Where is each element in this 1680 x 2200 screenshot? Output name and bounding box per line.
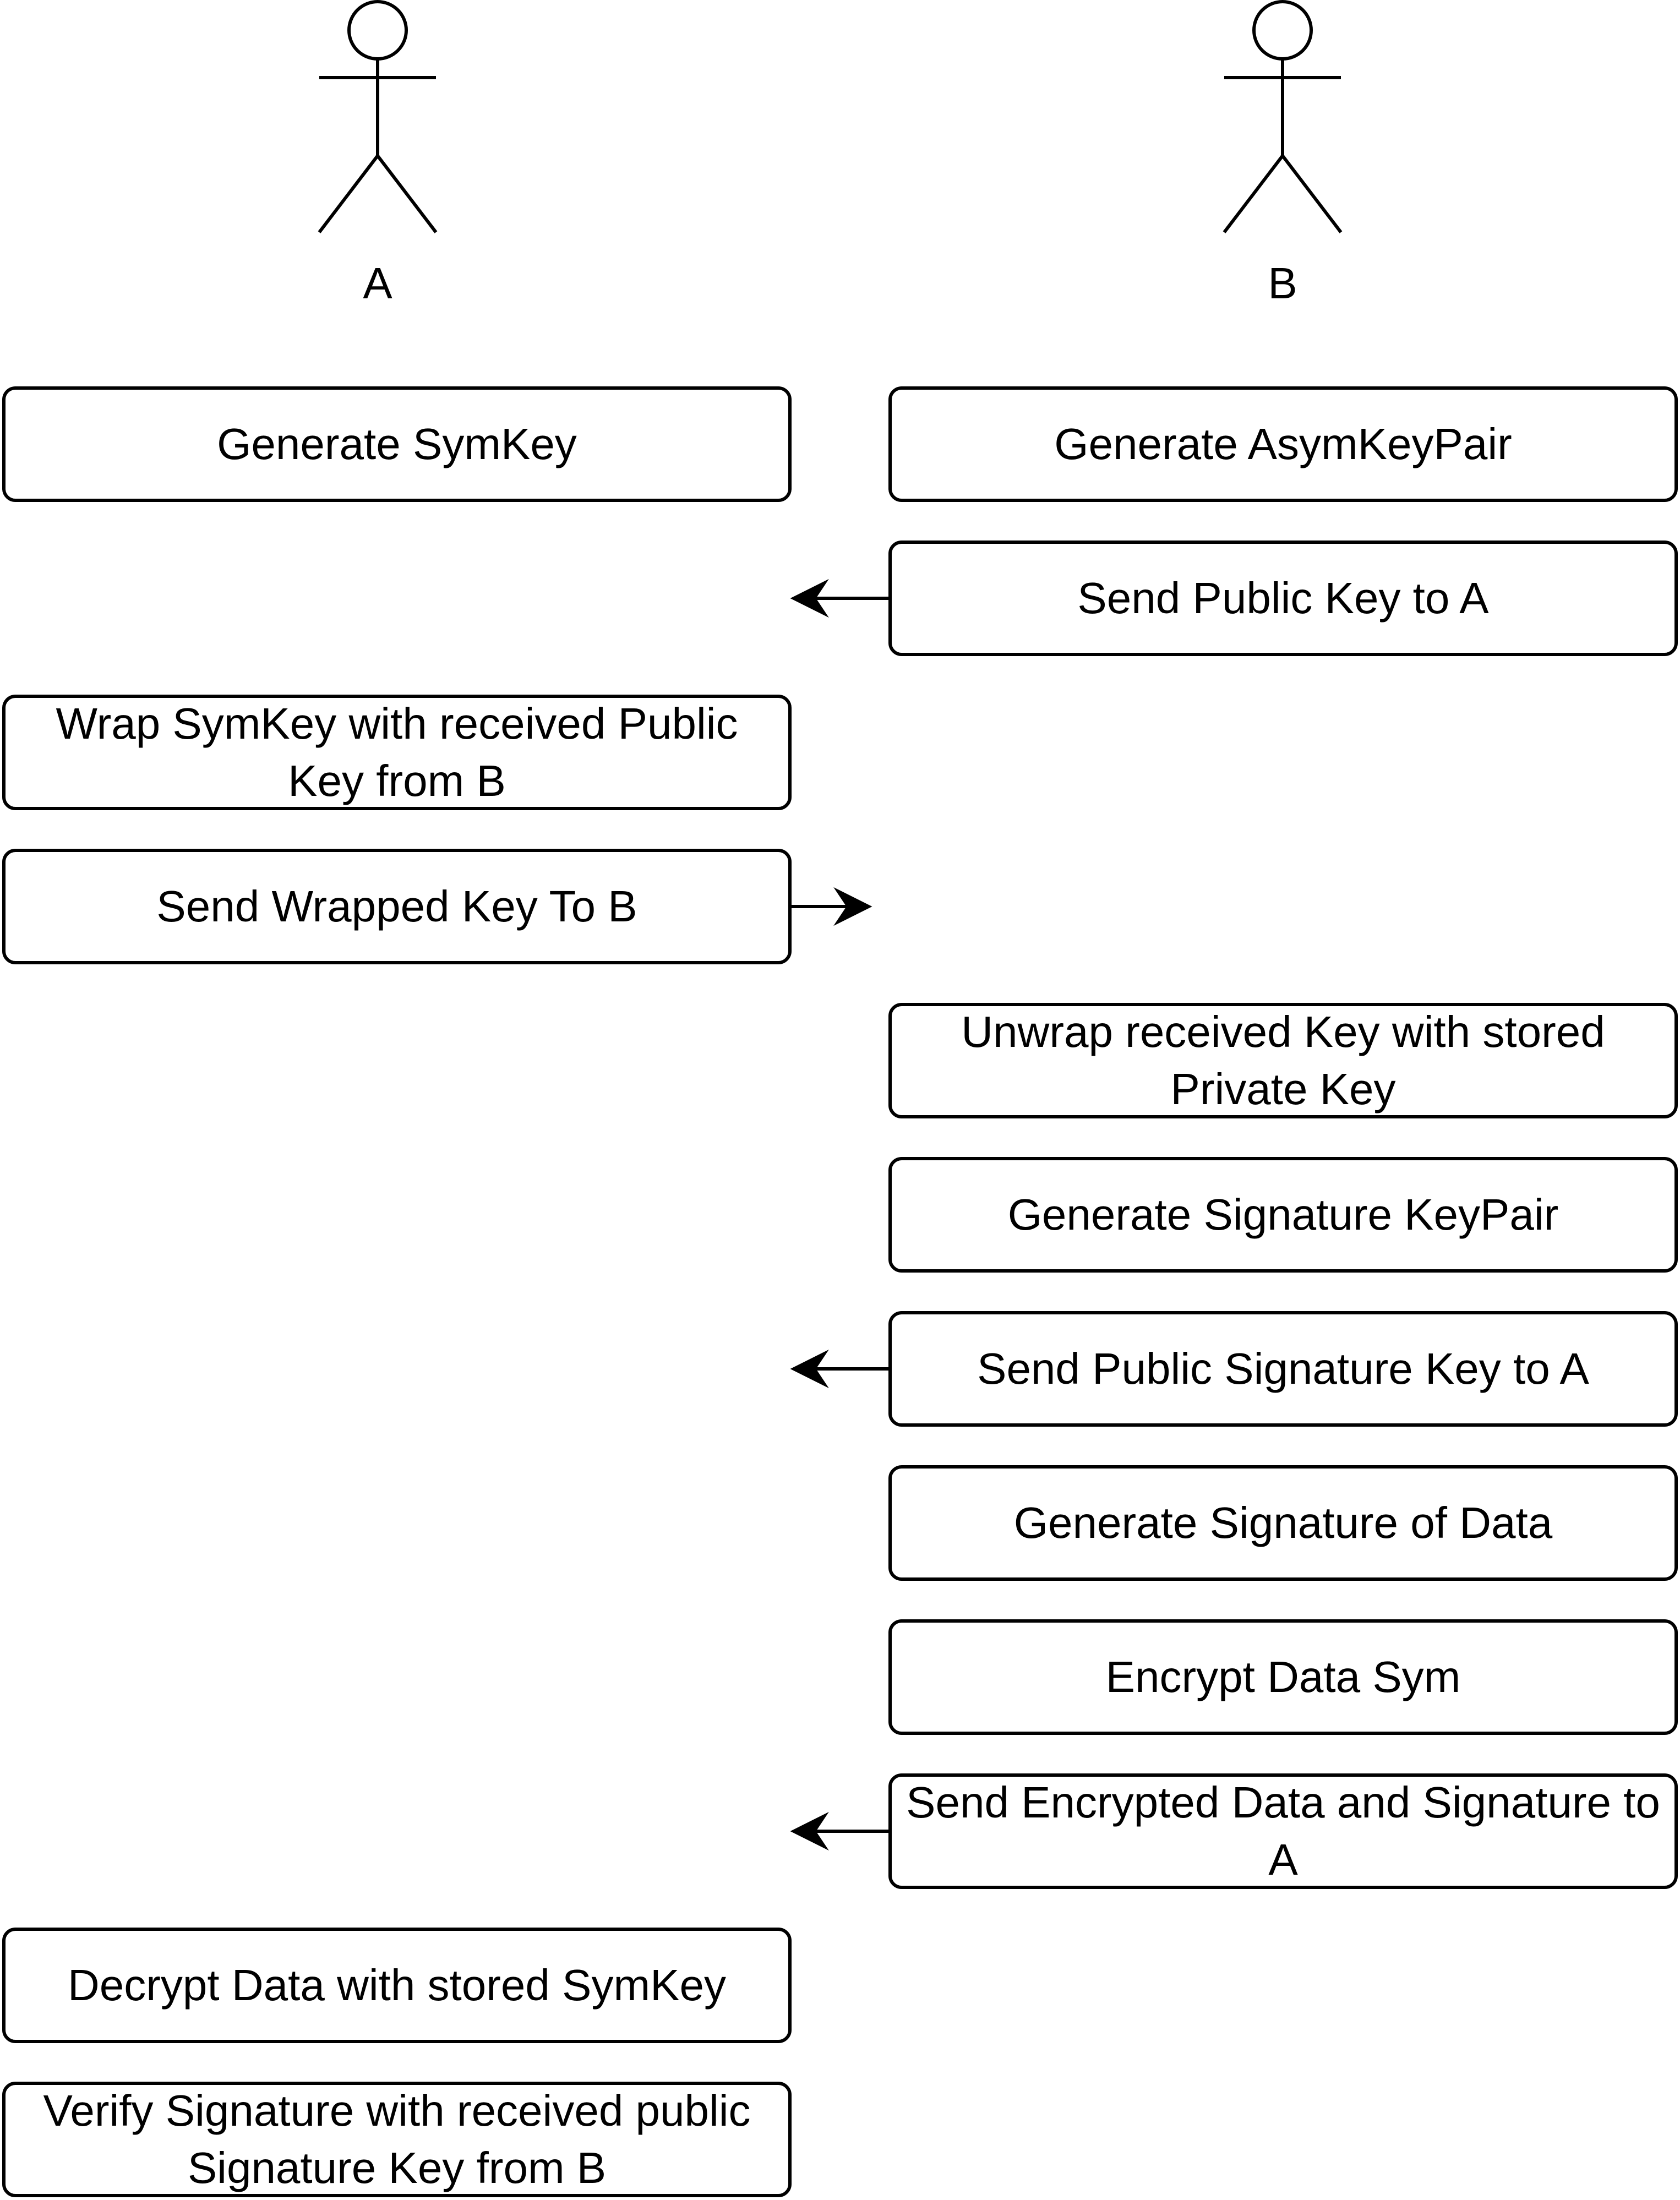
step-send-public-signature-key: Send Public Signature Key to A — [888, 1311, 1678, 1427]
step-decrypt-data: Decrypt Data with stored SymKey — [2, 1928, 792, 2043]
actor-a-label: A — [363, 259, 392, 308]
actor-a-left-leg — [319, 156, 378, 232]
message-arrows — [792, 582, 888, 1848]
step-send-public-key: Send Public Key to A — [888, 541, 1678, 656]
step-generate-asymkeypair: Generate AsymKeyPair — [888, 386, 1678, 502]
step-generate-signature-keypair: Generate Signature KeyPair — [888, 1157, 1678, 1273]
actor-b-label: B — [1268, 259, 1297, 308]
actor-b-left-leg — [1224, 156, 1283, 232]
actor-a-head — [349, 2, 406, 59]
actor-b-figure — [1224, 2, 1341, 232]
step-send-encrypted-data: Send Encrypted Data and Signature to A — [888, 1773, 1678, 1889]
actor-a-figure — [319, 2, 436, 232]
actor-b-right-leg — [1283, 156, 1341, 232]
step-generate-signature: Generate Signature of Data — [888, 1465, 1678, 1581]
actor-b-head — [1254, 2, 1311, 59]
step-unwrap-key: Unwrap received Key with stored Private Key — [888, 1003, 1678, 1118]
actor-a-right-leg — [378, 156, 436, 232]
step-encrypt-data: Encrypt Data Sym — [888, 1619, 1678, 1735]
step-verify-signature: Verify Signature with received public Signature Key from B — [2, 2082, 792, 2197]
step-generate-symkey: Generate SymKey — [2, 386, 792, 502]
step-wrap-symkey: Wrap SymKey with received Public Key from B — [2, 695, 792, 810]
step-send-wrapped-key: Send Wrapped Key To B — [2, 849, 792, 964]
